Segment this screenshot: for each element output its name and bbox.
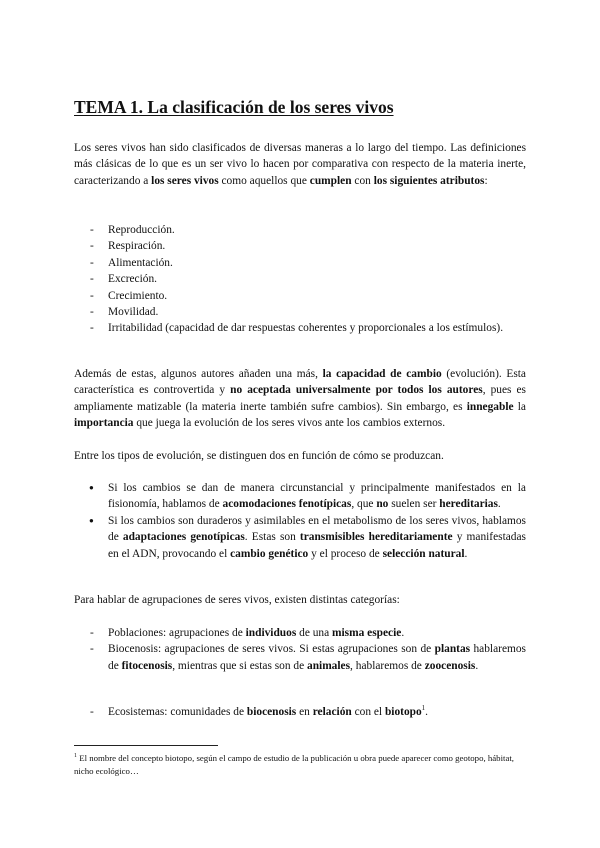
text: hablaremos de	[108, 643, 526, 672]
bold-text: la capacidad de cambio	[322, 368, 442, 380]
text: Los seres vivos han sido clasificados de diversas maneras a lo largo del tiempo. Las definiciones más clásicas de lo que es un ser vivo lo hacen por comparativa con respecto de la materia inerte, caracterizando a	[74, 142, 526, 187]
text: , hablaremos de	[350, 659, 425, 672]
bold-text: importancia	[74, 417, 134, 430]
text: :	[484, 174, 488, 187]
list-item	[74, 641, 526, 674]
text: Además de estas, algunos autores añaden una más,	[74, 368, 323, 380]
bold-text: innegable	[466, 400, 514, 413]
bold-text: acomodaciones fenotípicas	[222, 498, 352, 511]
list-item: - Reproducción.	[74, 222, 526, 238]
groupings-paragraph: Para hablar de agrupaciones de seres vivos, existen distintas categorías:	[74, 594, 400, 606]
groupings-list	[74, 625, 526, 674]
text: (evolución). Esta característica es controvertida y	[74, 368, 526, 397]
text: Si los cambios se dan de manera circunstancial y principalmente manifestados en la fisionomía, hablamos de	[108, 482, 526, 511]
text: .	[475, 659, 479, 672]
text: Poblaciones: agrupaciones de	[108, 627, 246, 639]
footnote-mark: 1	[74, 753, 77, 760]
evolution-intro-paragraph	[74, 366, 526, 432]
list-item: - Movilidad.	[74, 304, 526, 320]
bold-text: individuos	[245, 627, 297, 639]
text: en	[296, 706, 313, 718]
text: suelen ser	[388, 498, 440, 511]
list-item: - Excreción.	[74, 271, 526, 287]
text: que juega la evolución de los seres vivos ante los cambios externos.	[133, 417, 446, 430]
text: , mientras que si estas son de	[172, 659, 307, 672]
bold-text: plantas	[434, 643, 471, 656]
intro-paragraph	[74, 140, 526, 189]
list-item	[74, 480, 526, 513]
text: , pues es ampliamente matizable (la materia inerte también sufre cambios). Sin embargo, es	[74, 384, 526, 413]
bold-text: hereditarias	[439, 498, 498, 511]
bold-text: transmisibles hereditariamente	[299, 531, 453, 544]
text: .	[425, 706, 429, 718]
footnote-reference[interactable]: 1	[421, 704, 426, 713]
bold-text: cumplen	[309, 174, 352, 187]
footnote-divider	[74, 745, 218, 746]
text: Ecosistemas: comunidades de	[108, 706, 247, 718]
bold-text: selección natural	[382, 547, 465, 560]
text: con	[351, 174, 374, 187]
bold-text: los siguientes atributos	[373, 174, 485, 187]
text: .	[464, 547, 468, 560]
evolution-list	[74, 480, 526, 562]
bold-text: adaptaciones genotípicas	[122, 531, 245, 544]
bold-text: biotopo	[384, 706, 422, 718]
bold-text: no aceptada universalmente por todos los autores	[230, 384, 483, 397]
bold-text: no	[376, 498, 389, 511]
evolution-types-paragraph: Entre los tipos de evolución, se distinguen dos en función de cómo se produzcan.	[74, 450, 444, 462]
list-item: - Respiración.	[74, 238, 526, 254]
text: .	[401, 627, 405, 639]
list-item	[74, 704, 526, 720]
list-item: - Irritabilidad (capacidad de dar respuestas coherentes y proporcionales a los estímulos).	[74, 320, 526, 336]
text: la	[513, 400, 526, 413]
bold-text: relación	[312, 706, 352, 718]
attributes-list	[74, 222, 526, 337]
page-title: TEMA 1. La clasificación de los seres vivos	[74, 97, 394, 117]
list-item: - Crecimiento.	[74, 288, 526, 304]
bold-text: fitocenosis	[121, 659, 173, 672]
footnote	[74, 752, 526, 778]
bold-text: biocenosis	[246, 706, 297, 718]
list-item: - Alimentación.	[74, 255, 526, 271]
text: Biocenosis: agrupaciones de seres vivos. Si estas agrupaciones son de	[108, 643, 435, 656]
footnote-text: El nombre del concepto biotopo, según el campo de estudio de la publicación u obra puede aparecer como geotopo, hábitat, nicho ecológico…	[74, 753, 515, 776]
text: de una	[296, 627, 333, 639]
list-item	[74, 625, 526, 641]
text: como aquellos que	[218, 174, 310, 187]
text: , que	[351, 498, 377, 511]
bold-text: cambio genético	[230, 547, 309, 560]
text: .	[497, 498, 501, 511]
ecosystems-list	[74, 704, 526, 720]
text: y el proceso de	[308, 547, 383, 560]
bold-text: zoocenosis	[424, 659, 476, 672]
bold-text: los seres vivos	[151, 174, 219, 187]
bold-text: animales	[307, 659, 351, 672]
text: . Estas son	[244, 531, 300, 544]
text: Si los cambios son duraderos y asimilables en el metabolismo de los seres vivos, hablamos de	[108, 514, 526, 544]
text: y manifestadas en el ADN, provocando el	[108, 531, 526, 560]
list-item	[74, 513, 526, 562]
text: con el	[351, 706, 385, 718]
bold-text: misma especie	[332, 627, 402, 639]
